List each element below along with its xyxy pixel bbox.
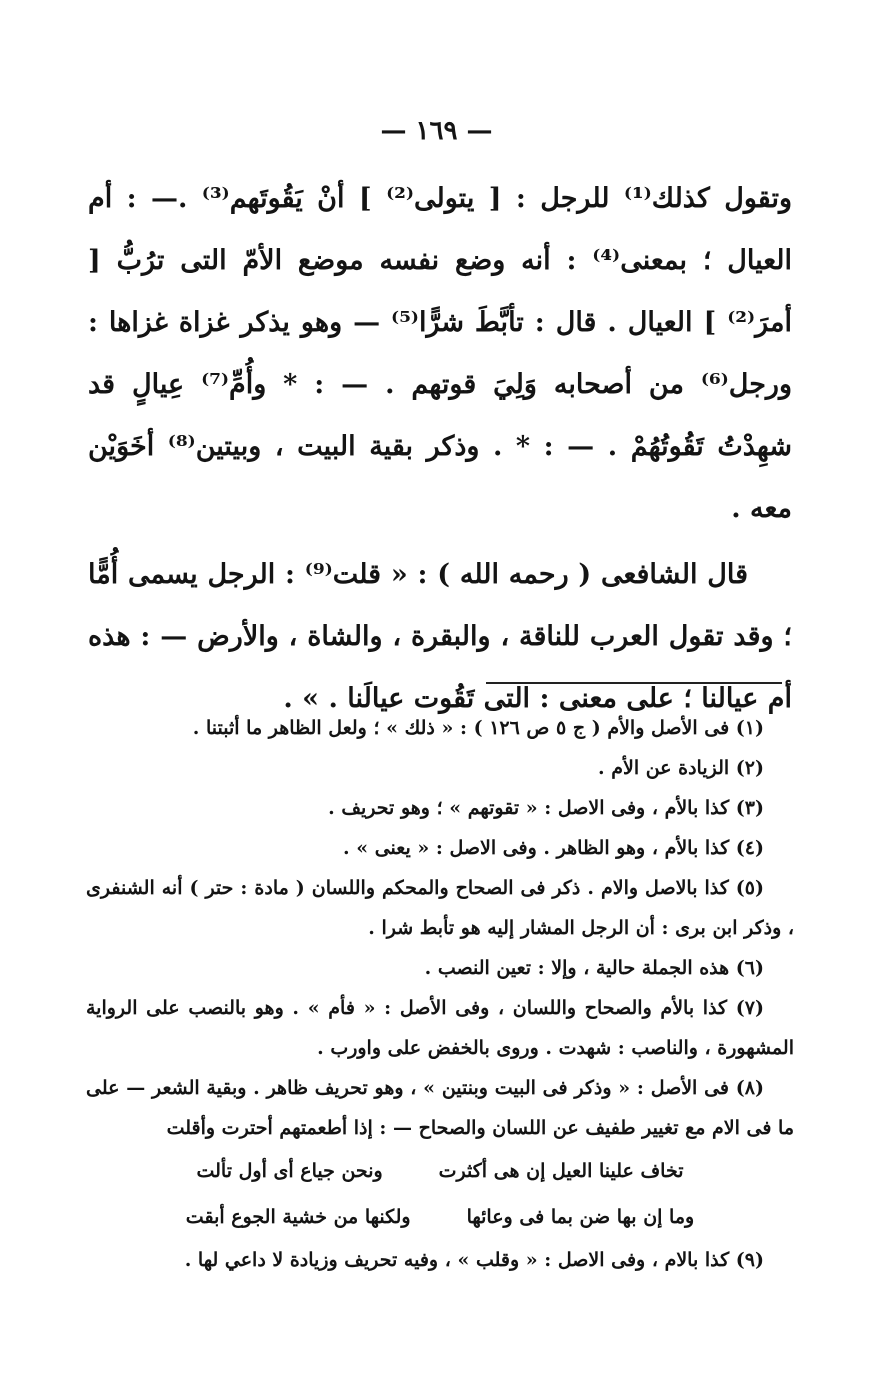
footnote-3: (٣) كذا بالأم ، وفى الاصل : « تقوتهم » ؛ وهو تحريف . [328,797,764,819]
verse-line-1 [86,1148,794,1194]
footnote-separator [486,682,782,684]
footnotes [86,708,794,1280]
verse-2-first-hemistich: وما إن بها ضن بما فى وعائها [466,1206,695,1228]
footnote-1: (١) فى الأصل والأم ( ج ٥ ص ١٢٦ ) : « ذلك » ؛ ولعل الظاهر ما أثبتنا . [192,717,764,739]
footnote-6: (٦) هذه الجملة حالية ، وإلا : تعين النصب . [424,957,764,979]
footnote-2: (٢) الزيادة عن الأم . [597,757,764,779]
verse-1-second-hemistich: ونحن جياع أى أول تألت [196,1160,383,1182]
page-number: — ١٦٩ — [380,116,493,146]
footnote-8: (٨) فى الأصل : « وذكر فى البيت وبنتين » ، وهو تحريف ظاهر . وبقية الشعر — على ما فى الام مع تغيير طفيف عن اللسان والصحاح — : إذا أطعمتهم أحترت وأقلت [86,1077,794,1139]
footnote-5: (٥) كذا بالاصل والام . ذكر فى الصحاح والمحكم واللسان ( مادة : حتر ) أنه الشنفرى ، وذكر ابن برى : أن الرجل المشار إليه هو تأبط شرا . [86,877,794,939]
verse-1-first-hemistich: تخاف علينا العيل إن هى أكثرت [438,1160,684,1182]
verse-2-second-hemistich: ولكنها من خشية الجوع أبقت [185,1206,411,1228]
paragraph-1: وتقول كذلك⁽¹⁾ للرجل : [ يتولى⁽²⁾ ] أنْ يَقُوتَهم⁽³⁾ .— : أم العيال ؛ بمعنى⁽⁴⁾ : أنه وضع نفسه موضع الأمّ التى ترُبُّ [ أمرَ⁽²⁾ ] العيال . قال : تأبَّطَ شرًّا⁽⁵⁾ — وهو يذكر غزاة غزاها : ورجل⁽⁶⁾ من أصحابه وَلِيَ قوتهم . — : * وأُمِّ⁽⁷⁾ عِيالٍ قد شهِدْتُ تَقُوتُهُمْ . — : * . وذكر بقية البيت ، وبيتين⁽⁸⁾ أخَوَيْن معه . [88,183,792,524]
footnote-9: (٩) كذا بالام ، وفى الاصل : « وقلب » ، وفيه تحريف وزيادة لا داعي لها . [184,1249,764,1271]
footnote-7: (٧) كذا بالأم والصحاح واللسان ، وفى الأصل : « فأم » . وهو بالنصب على الرواية المشهورة ، والناصب : شهدت . وروى بالخفض على واورب . [86,997,794,1059]
main-text [88,168,792,730]
paragraph-2: قال الشافعى ( رحمه الله ) : « قلت⁽⁹⁾ : الرجل يسمى أُمًّا ؛ وقد تقول العرب للناقة ، والبقرة ، والشاة ، والأرض — : هذه أم عيالنا ؛ على معنى : التى تَقُوت عيالَنا . » . [88,559,792,714]
verse-line-2 [86,1194,794,1240]
footnote-4: (٤) كذا بالأم ، وهو الظاهر . وفى الاصل : « يعنى » . [342,837,764,859]
